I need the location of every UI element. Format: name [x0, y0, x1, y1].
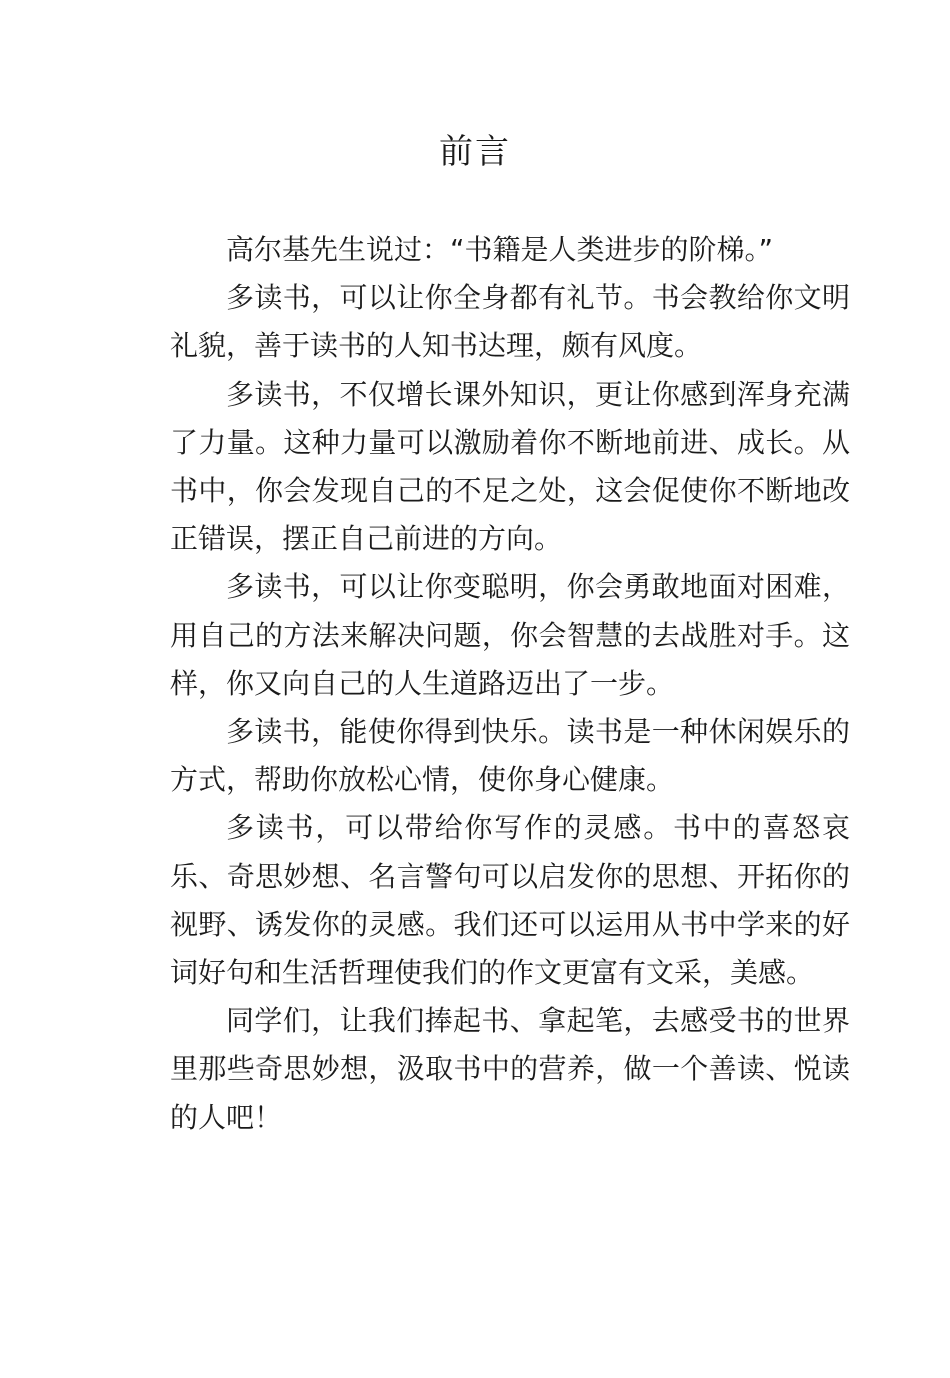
paragraph-quote: 高尔基先生说过：“书籍是人类进步的阶梯。”: [226, 233, 774, 266]
paragraph-happiness: 多读书，能使你得到快乐。读书是一种休闲娱乐的方式，帮助你放松心情，使你身心健康。: [170, 715, 850, 797]
page-title: 前言: [439, 132, 511, 172]
paragraph-closing: 同学们，让我们捧起书、拿起笔，去感受书的世界里那些奇思妙想，汲取书中的营养，做一个善读、悦读的人吧！: [170, 1004, 850, 1134]
paragraph-wisdom: 多读书，可以让你变聪明，你会勇敢地面对困难，用自己的方法来解决问题，你会智慧的去战胜对手。这样，你又向自己的人生道路迈出了一步。: [170, 570, 850, 700]
paragraph-writing: 多读书，可以带给你写作的灵感。书中的喜怒哀乐、奇思妙想、名言警句可以启发你的思想、开拓你的视野、诱发你的灵感。我们还可以运用从书中学来的好词好句和生活哲理使我们的作文更富有文采，美感。: [170, 811, 850, 990]
paragraph-manners: 多读书，可以让你全身都有礼节。书会教给你文明礼貌，善于读书的人知书达理，颇有风度。: [170, 281, 850, 363]
document-body: [170, 226, 850, 1142]
paragraph-knowledge: 多读书，不仅增长课外知识，更让你感到浑身充满了力量。这种力量可以激励着你不断地前进、成长。从书中，你会发现自己的不足之处，这会促使你不断地改正错误，摆正自己前进的方向。: [170, 377, 850, 556]
